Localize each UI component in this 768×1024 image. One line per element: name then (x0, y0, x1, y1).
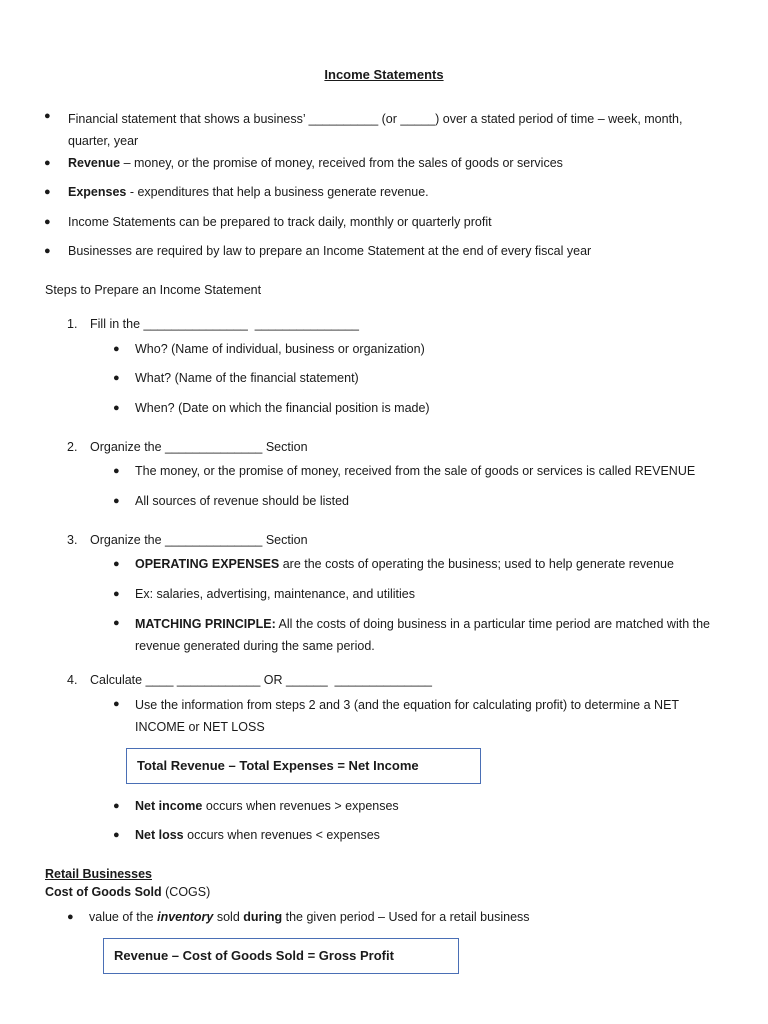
cogs-abbrev: (COGS) (161, 885, 211, 899)
step-1-bullet-1 (113, 341, 713, 358)
gross-profit-formula: Revenue – Cost of Goods Sold = Gross Profit (114, 948, 394, 963)
cogs-text-post: the given period – Used for a retail business (282, 910, 530, 924)
step-4-after-bullet-2 (113, 827, 713, 844)
step-2-bullet-1 (113, 463, 713, 480)
gross-profit-formula-box (103, 938, 459, 974)
step-number: 2. (67, 440, 78, 454)
term-operating-expenses: OPERATING EXPENSES (135, 557, 280, 571)
cogs-during: during (243, 910, 283, 924)
intro-bullet-text: Businesses are required by law to prepare an Income Statement at the end of every fiscal year (68, 244, 592, 258)
step-4 (67, 672, 432, 689)
step-1 (67, 316, 359, 333)
bullet-icon: ● (44, 245, 51, 257)
step-3 (67, 532, 308, 549)
intro-bullet-text (68, 155, 704, 172)
intro-bullet-text: Financial statement that shows a business’ __________ (or _____) over a stated period of time – week, month, quarter, year (68, 112, 683, 148)
step-number: 4. (67, 673, 78, 687)
bullet-text: When? (Date on which the financial position is made) (135, 401, 430, 415)
step-number: 3. (67, 533, 78, 547)
bullet-icon: ● (113, 617, 120, 629)
bullet-icon: ● (113, 495, 120, 507)
step-number: 1. (67, 317, 78, 331)
step-text: Organize the ______________ Section (90, 440, 308, 454)
intro-bullet-5 (44, 243, 704, 260)
bullet-icon: ● (113, 800, 120, 812)
term-net-income: Net income (135, 799, 203, 813)
bullet-text: The money, or the promise of money, received from the sale of goods or services is called REVENUE (135, 464, 696, 478)
bullet-text: What? (Name of the financial statement) (135, 371, 359, 385)
intro-bullet-1 (44, 108, 704, 152)
bullet-text: Ex: salaries, advertising, maintenance, and utilities (135, 587, 416, 601)
bullet-text (135, 556, 713, 573)
intro-bullet-4 (44, 214, 704, 231)
cogs-line (45, 884, 210, 901)
bullet-icon: ● (44, 157, 51, 169)
term-definition: – money, or the promise of money, received from the sales of goods or services (120, 156, 563, 170)
term-definition: occurs when revenues < expenses (183, 828, 380, 842)
step-1-bullet-2 (113, 370, 713, 387)
bullet-text: Who? (Name of individual, business or organization) (135, 342, 425, 356)
term-definition: All the costs of doing business in a particular time period are matched with the revenue generated during the same period. (135, 617, 711, 653)
bullet-icon: ● (113, 402, 120, 414)
net-income-formula-box (126, 748, 481, 784)
term-matching-principle: MATCHING PRINCIPLE: (135, 617, 276, 631)
bullet-icon: ● (44, 216, 51, 228)
step-1-bullet-3 (113, 400, 713, 417)
bullet-text: Use the information from steps 2 and 3 (and the equation for calculating profit) to determine a NET INCOME or NET LOSS (135, 698, 679, 734)
bullet-icon: ● (113, 588, 120, 600)
cogs-text-mid: sold (213, 910, 244, 924)
step-2-bullet-2 (113, 493, 713, 510)
steps-heading: Steps to Prepare an Income Statement (45, 283, 262, 297)
cogs-term: Cost of Goods Sold (45, 885, 162, 899)
intro-bullet-text: Income Statements can be prepared to track daily, monthly or quarterly profit (68, 215, 492, 229)
net-income-formula: Total Revenue – Total Expenses = Net Income (137, 758, 419, 773)
step-4-after-bullet-1 (113, 798, 713, 815)
step-text: Organize the ______________ Section (90, 533, 308, 547)
intro-bullet-3 (44, 184, 704, 201)
retail-heading: Retail Businesses (45, 867, 152, 881)
term-definition: - expenditures that help a business generate revenue. (126, 185, 429, 199)
step-text: Fill in the _______________ _______________ (90, 317, 359, 331)
intro-bullet-2 (44, 155, 704, 172)
term-definition: are the costs of operating the business; used to help generate revenue (279, 557, 674, 571)
cogs-text-pre: value of the (89, 910, 158, 924)
bullet-icon: ● (113, 343, 120, 355)
bullet-icon: ● (67, 911, 74, 923)
page-title: Income Statements (324, 67, 444, 82)
bullet-icon: ● (44, 110, 51, 122)
bullet-icon: ● (113, 372, 120, 384)
bullet-icon: ● (113, 829, 120, 841)
term-revenue: Revenue (68, 156, 121, 170)
step-3-bullet-2 (113, 586, 713, 603)
bullet-icon: ● (113, 698, 120, 710)
cogs-bullet (67, 909, 707, 926)
intro-bullet-text (68, 184, 704, 201)
bullet-icon: ● (44, 186, 51, 198)
step-4-bullet-1 (113, 696, 713, 738)
step-2 (67, 439, 308, 456)
step-3-bullet-1 (113, 556, 713, 573)
step-text: Calculate ____ ____________ OR ______ ______________ (90, 673, 432, 687)
cogs-inventory: inventory (157, 910, 214, 924)
bullet-text: All sources of revenue should be listed (135, 494, 350, 508)
term-net-loss: Net loss (135, 828, 184, 842)
bullet-text (135, 827, 713, 844)
bullet-icon: ● (113, 465, 120, 477)
bullet-text (135, 798, 713, 815)
term-definition: occurs when revenues > expenses (202, 799, 399, 813)
bullet-text (135, 613, 713, 657)
bullet-text (89, 909, 707, 926)
term-expenses: Expenses (68, 185, 127, 199)
bullet-icon: ● (113, 558, 120, 570)
step-3-bullet-3 (113, 615, 713, 657)
